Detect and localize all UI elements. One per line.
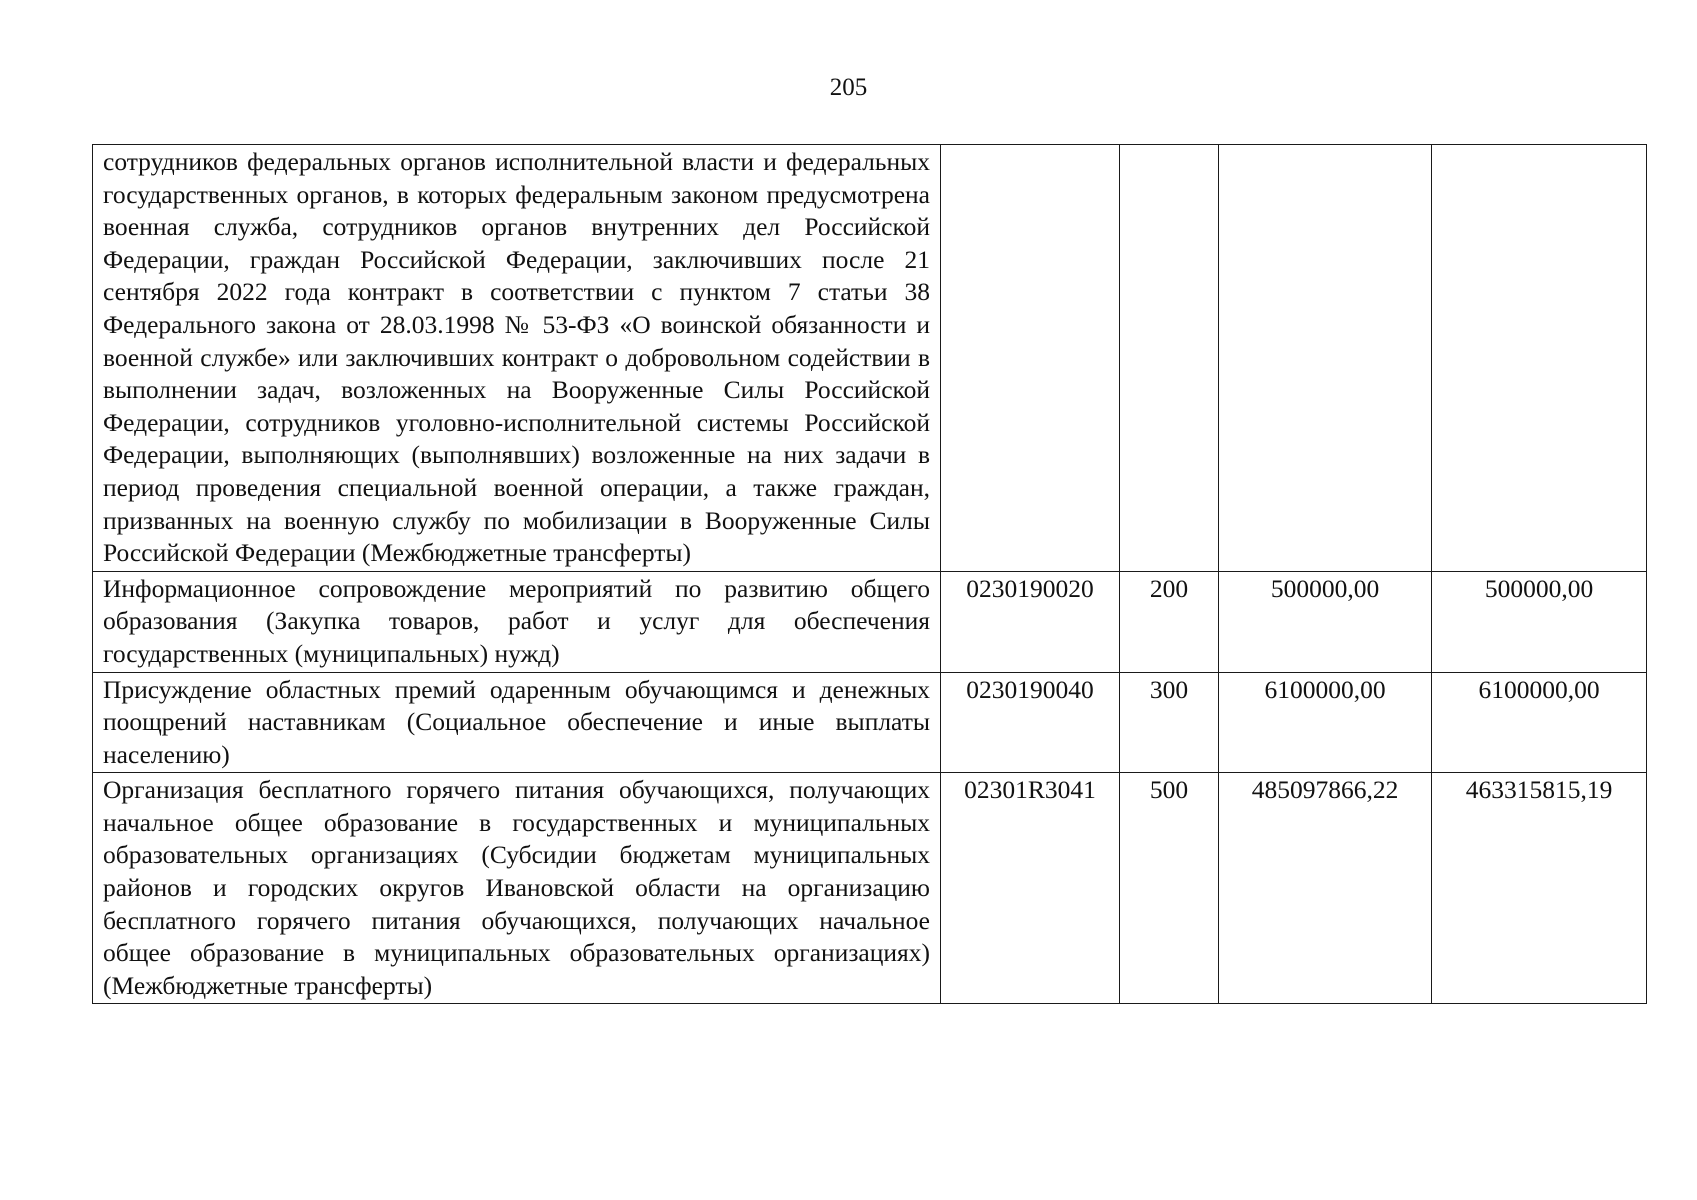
amount-first-year-cell: 500000,00 <box>1219 571 1432 672</box>
page-number: 205 <box>829 74 868 101</box>
target-article-code-cell <box>941 145 1120 572</box>
target-article-code-cell: 0230190040 <box>941 672 1120 773</box>
row-name-cell: сотрудников федеральных органов исполнительной власти и федеральных государственных органов, в которых федеральным законом предусмотрена военная служба, сотрудников органов внутренних дел Российской Федерации, граждан Российской Федерации, заключивших после 21 сентября 2022 года контракт в соответствии с пунктом 7 статьи 38 Федерального закона от 28.03.1998 № 53-ФЗ «О воинской обязанности и военной службе» или заключивших контракт о добровольном содействии в выполнении задач, возложенных на Вооруженные Силы Российской Федерации, сотрудников уголовно-исполнительной системы Российской Федерации, выполняющих (выполнявших) возложенные на них задачи в период проведения специальной военной операции, а также граждан, призванных на военную службу по мобилизации в Вооруженные Силы Российской Федерации (Межбюджетные трансферты) <box>93 145 941 572</box>
table-row <box>93 145 1647 572</box>
row-name-cell: Организация бесплатного горячего питания обучающихся, получающих начальное общее образование в государственных и муниципальных образовательных организациях (Субсидии бюджетам муниципальных районов и городских округов Ивановской области на организацию бесплатного горячего питания обучающихся, получающих начальное общее образование в муниципальных образовательных организациях) (Межбюджетные трансферты) <box>93 773 941 1004</box>
amount-second-year-cell: 500000,00 <box>1432 571 1647 672</box>
table-row <box>93 773 1647 1004</box>
expense-type-code-cell: 300 <box>1120 672 1219 773</box>
amount-first-year-cell <box>1219 145 1432 572</box>
row-name-cell: Информационное сопровождение мероприятий по развитию общего образования (Закупка товаров, работ и услуг для обеспечения государственных (муниципальных) нужд) <box>93 571 941 672</box>
expense-type-code-cell: 200 <box>1120 571 1219 672</box>
target-article-code-cell: 02301R3041 <box>941 773 1120 1004</box>
budget-table <box>92 144 1647 1004</box>
amount-first-year-cell: 6100000,00 <box>1219 672 1432 773</box>
expense-type-code-cell: 500 <box>1120 773 1219 1004</box>
table-row <box>93 672 1647 773</box>
target-article-code-cell: 0230190020 <box>941 571 1120 672</box>
row-name-cell: Присуждение областных премий одаренным обучающимся и денежных поощрений наставникам (Социальное обеспечение и иные выплаты населению) <box>93 672 941 773</box>
amount-second-year-cell: 463315815,19 <box>1432 773 1647 1004</box>
amount-second-year-cell <box>1432 145 1647 572</box>
expense-type-code-cell <box>1120 145 1219 572</box>
table-row <box>93 571 1647 672</box>
amount-first-year-cell: 485097866,22 <box>1219 773 1432 1004</box>
amount-second-year-cell: 6100000,00 <box>1432 672 1647 773</box>
